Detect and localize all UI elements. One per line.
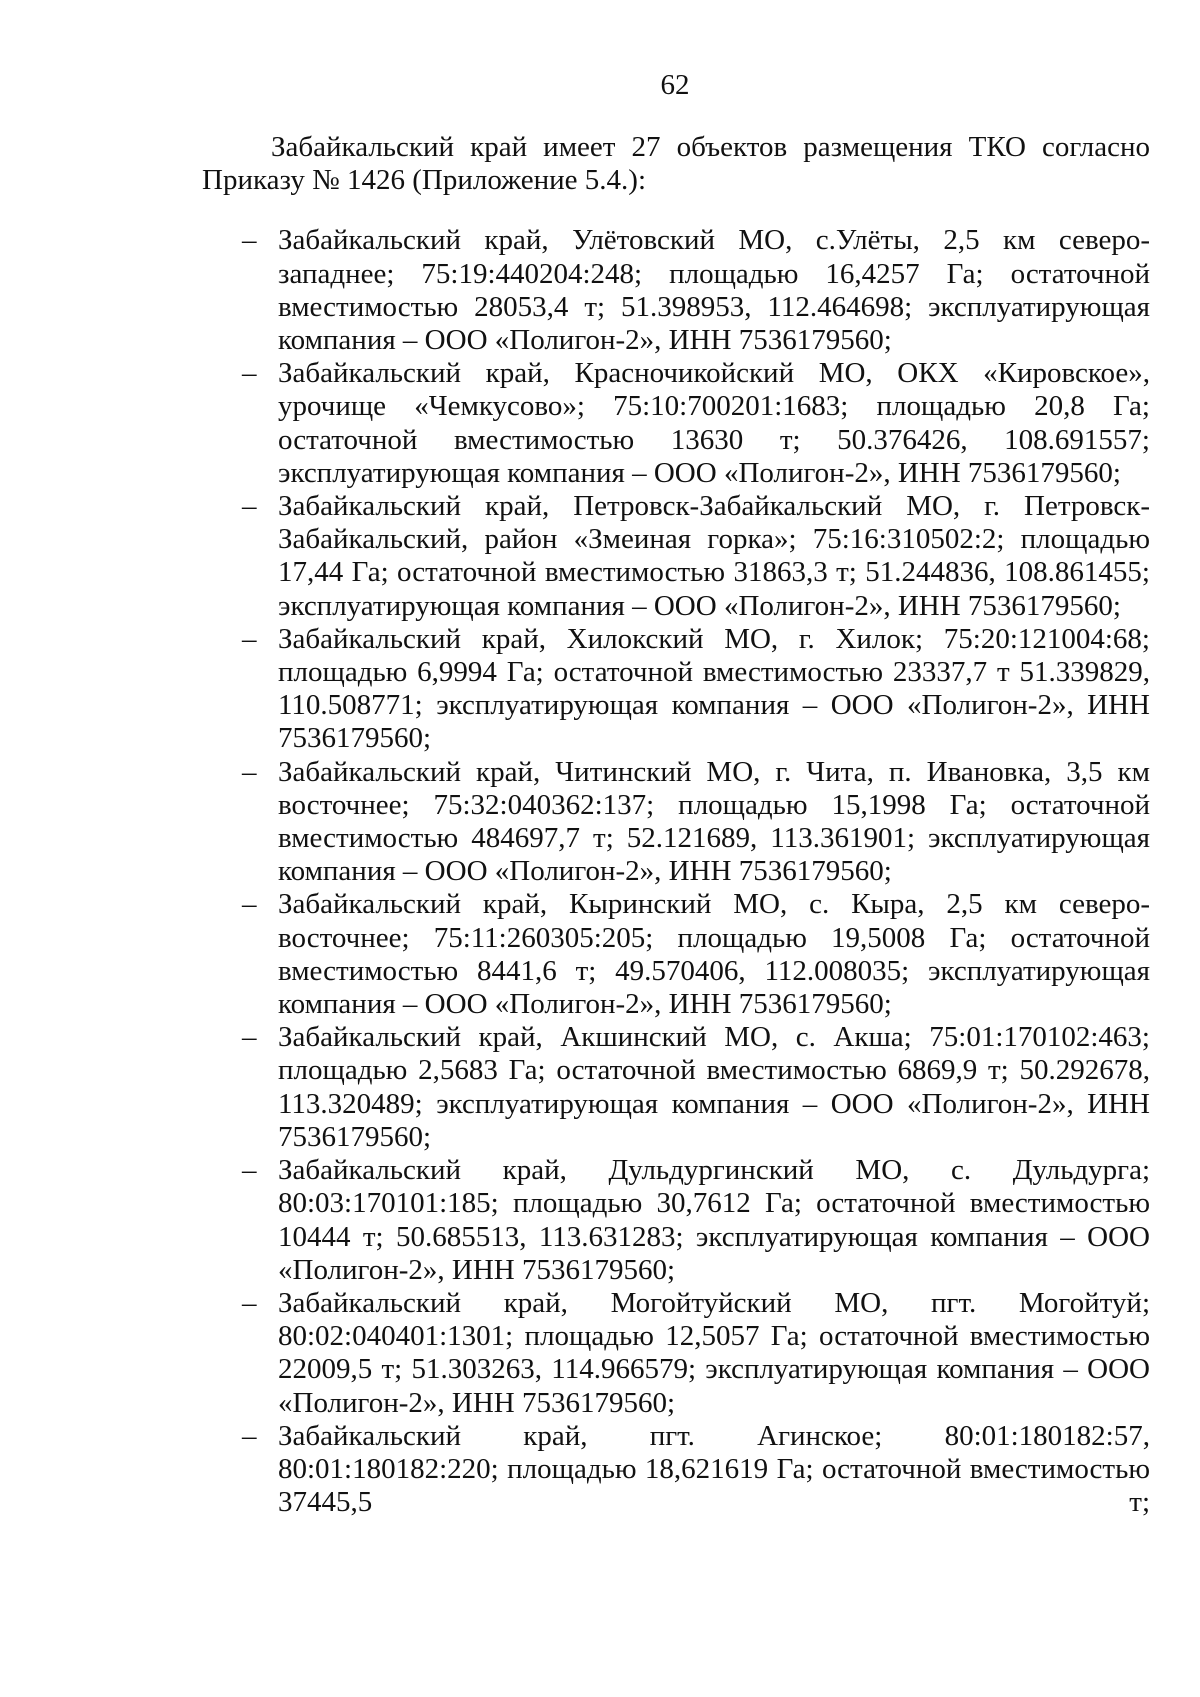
- dash-bullet-icon: –: [242, 224, 257, 257]
- list-item: [202, 1420, 1150, 1520]
- dash-bullet-icon: –: [242, 1419, 257, 1452]
- list-item: [202, 1021, 1150, 1154]
- intro-paragraph: Забайкальский край имеет 27 объектов размещения ТКО согласно Приказу № 1426 (Приложение 5.4.):: [202, 131, 1150, 197]
- list-item-text: Забайкальский край, Читинский МО, г. Чита, п. Ивановка, 3,5 км восточнее; 75:32:040362:137; площадью 15,1998 Га; остаточной вместимостью 484697,7 т; 52.121689, 113.361901; эксплуатирующая компания – ООО «Полигон-2», ИНН 7536179560;: [278, 755, 1150, 888]
- landfill-list: [202, 224, 1150, 1519]
- list-item: [202, 1287, 1150, 1420]
- list-item: [202, 224, 1150, 357]
- dash-bullet-icon: –: [242, 490, 257, 523]
- dash-bullet-icon: –: [242, 357, 257, 390]
- list-item-text: Забайкальский край, Красночикойский МО, ОКХ «Кировское», урочище «Чемкусово»; 75:10:700201:1683; площадью 20,8 Га; остаточной вместимостью 13630 т; 50.376426, 108.691557; эксплуатирующая компания – ООО «Полигон-2», ИНН 7536179560;: [278, 357, 1150, 489]
- list-item: [202, 756, 1150, 889]
- list-item-text: Забайкальский край, Петровск-Забайкальский МО, г. Петровск-Забайкальский, район «Змеиная горка»; 75:16:310502:2; площадью 17,44 Га; остаточной вместимостью 31863,3 т; 51.244836, 108.861455; эксплуатирующая компания – ООО «Полигон-2», ИНН 7536179560;: [278, 490, 1150, 622]
- dash-bullet-icon: –: [242, 755, 257, 788]
- dash-bullet-icon: –: [242, 888, 257, 921]
- list-item: [202, 623, 1150, 756]
- list-item-text: Забайкальский край, Кыринский МО, с. Кыра, 2,5 км северо-восточнее; 75:11:260305:205; площадью 19,5008 Га; остаточной вместимостью 8441,6 т; 49.570406, 112.008035; эксплуатирующая компания – ООО «Полигон-2», ИНН 7536179560;: [278, 888, 1150, 1021]
- list-item: [202, 1154, 1150, 1287]
- list-item: [202, 888, 1150, 1021]
- list-item-text: Забайкальский край, Акшинский МО, с. Акша; 75:01:170102:463; площадью 2,5683 Га; остаточной вместимостью 6869,9 т; 50.292678, 113.320489; эксплуатирующая компания – ООО «Полигон-2», ИНН 7536179560;: [278, 1021, 1150, 1153]
- list-item-text: Забайкальский край, пгт. Агинское; 80:01:180182:57, 80:01:180182:220; площадью 18,621619 Га; остаточной вместимостью 37445,5 т;: [278, 1419, 1150, 1519]
- list-item-text: Забайкальский край, Улётовский МО, с.Улёты, 2,5 км северо-западнее; 75:19:440204:248; площадью 16,4257 Га; остаточной вместимостью 28053,4 т; 51.398953, 112.464698; эксплуатирующая компания – ООО «Полигон-2», ИНН 7536179560;: [278, 224, 1150, 357]
- dash-bullet-icon: –: [242, 622, 257, 655]
- dash-bullet-icon: –: [242, 1021, 257, 1054]
- document-body: [202, 131, 1150, 1519]
- list-item-text: Забайкальский край, Могойтуйский МО, пгт. Могойтуй; 80:02:040401:1301; площадью 12,5057 Га; остаточной вместимостью 22009,5 т; 51.303263, 114.966579; эксплуатирующая компания – ООО «Полигон-2», ИНН 7536179560;: [278, 1286, 1150, 1419]
- page-number: 62: [660, 69, 690, 101]
- list-item: [202, 490, 1150, 623]
- list-item: [202, 357, 1150, 490]
- list-item-text: Забайкальский край, Дульдургинский МО, с. Дульдурга; 80:03:170101:185; площадью 30,7612 Га; остаточной вместимостью 10444 т; 50.685513, 113.631283; эксплуатирующая компания – ООО «Полигон-2», ИНН 7536179560;: [278, 1154, 1150, 1286]
- dash-bullet-icon: –: [242, 1154, 257, 1187]
- dash-bullet-icon: –: [242, 1286, 257, 1319]
- list-item-text: Забайкальский край, Хилокский МО, г. Хилок; 75:20:121004:68; площадью 6,9994 Га; остаточной вместимостью 23337,7 т 51.339829, 110.508771; эксплуатирующая компания – ООО «Полигон-2», ИНН 7536179560;: [278, 622, 1150, 755]
